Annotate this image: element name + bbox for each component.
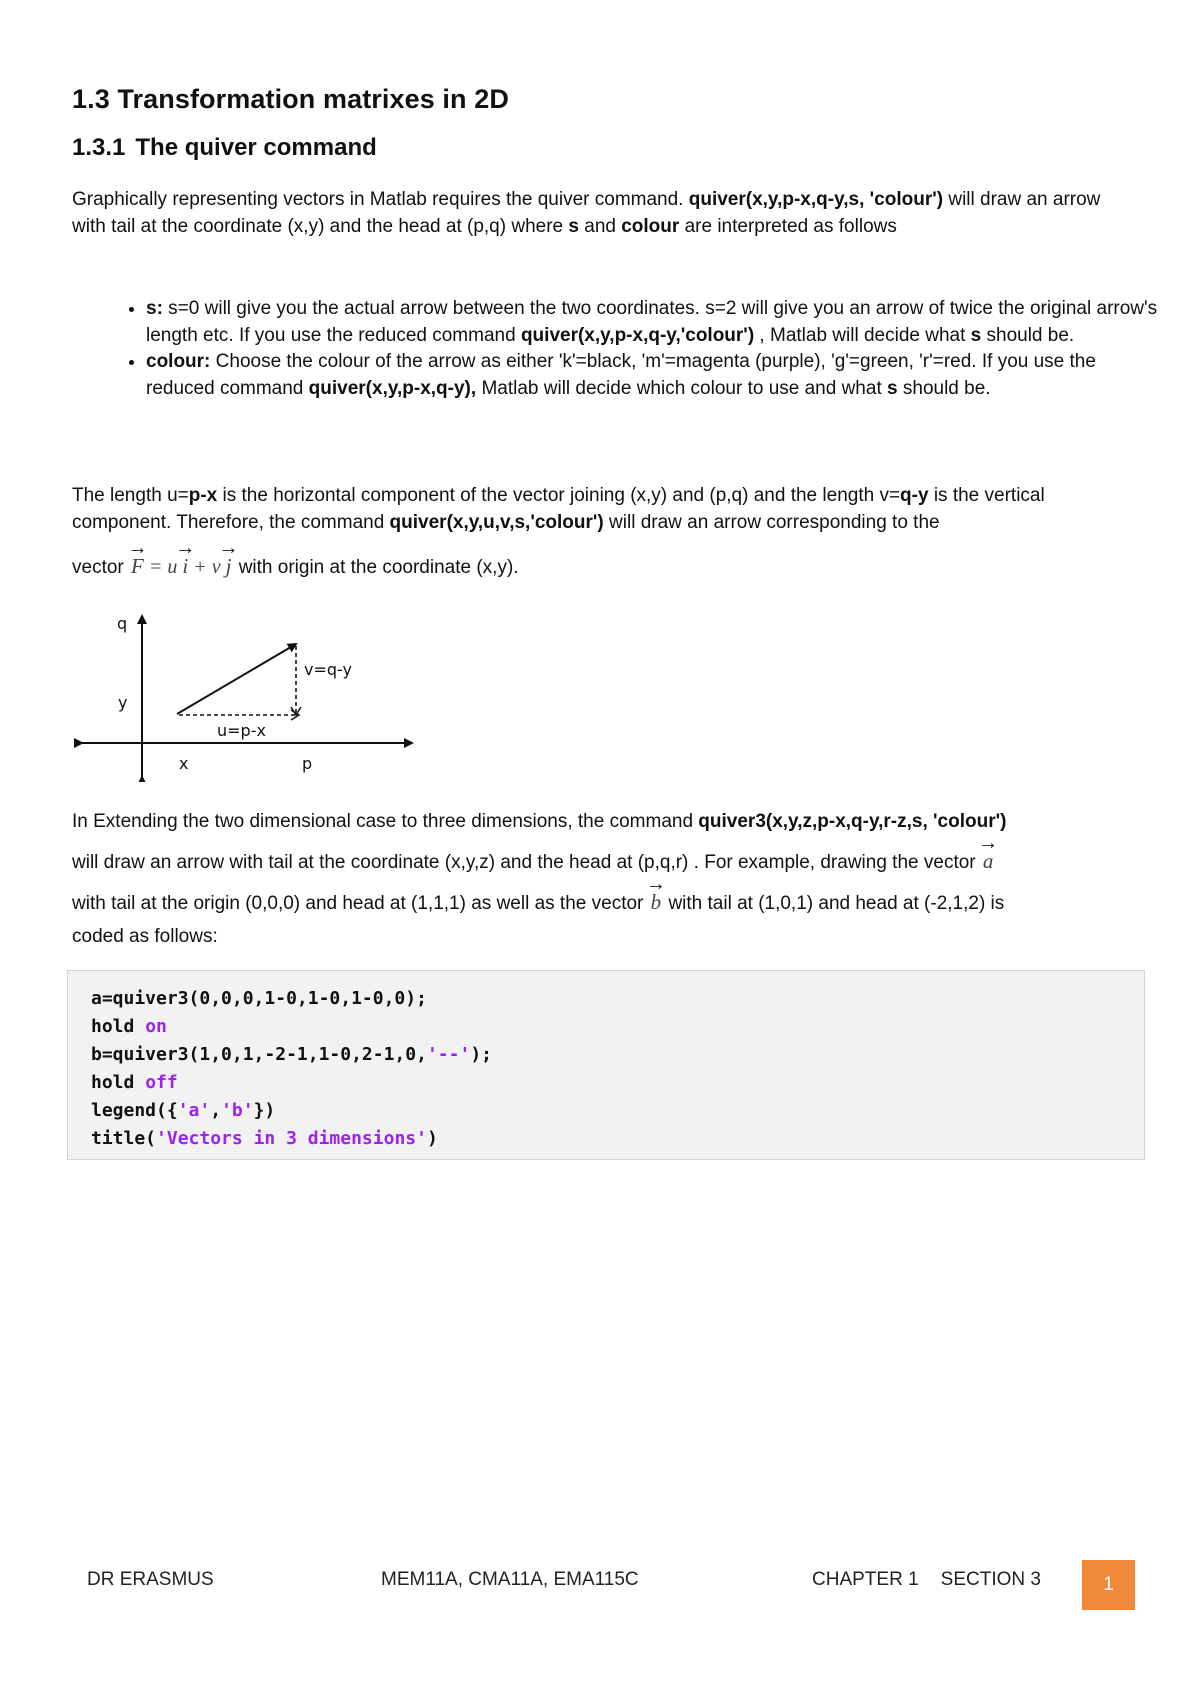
- code-text: }): [253, 1100, 276, 1121]
- parameter-list: [110, 296, 1166, 402]
- intro-paragraph: [72, 186, 1132, 240]
- bullet-label: s:: [146, 298, 163, 319]
- components-paragraph: [72, 482, 1132, 585]
- reduced-command: quiver(x,y,p-x,q-y),: [308, 377, 477, 399]
- qy-term: q-y: [900, 485, 929, 506]
- subsection-name: The quiver command: [135, 134, 377, 161]
- page-number: 1: [1103, 1574, 1114, 1595]
- para-text: with origin at the coordinate (x,y).: [233, 557, 519, 578]
- u-component-label: u=p-x: [217, 721, 266, 740]
- quiver3-command: quiver3(x,y,z,p-x,q-y,r-z,s, 'colour'): [698, 811, 1007, 832]
- s-term: s: [970, 324, 982, 346]
- code-keyword: off: [145, 1072, 178, 1093]
- intro-text: will draw an arrow with tail at the coordinate (x,y) and the head at (p,q) where: [72, 189, 1101, 237]
- para-text: vector: [72, 557, 124, 578]
- code-block: [67, 970, 1145, 1160]
- reduced-command: quiver(x,y,p-x,q-y,'colour'): [520, 324, 755, 346]
- para-text: will draw an arrow corresponding to the: [603, 512, 940, 533]
- footer-courses: MEM11A, CMA11A, EMA115C: [381, 1569, 639, 1590]
- bullet-label: colour:: [146, 351, 211, 372]
- math-eq: = u: [148, 556, 178, 578]
- para-text: is the vertical component. Therefore, the command: [72, 485, 1045, 533]
- vector-i: → i: [182, 546, 188, 576]
- code-string: 'a': [177, 1100, 211, 1121]
- page-number-badge: [1082, 1560, 1135, 1610]
- para-text: will draw an arrow with tail at the coordinate (x,y,z) and the head at (p,q,r) . For example, drawing the vector: [72, 852, 976, 873]
- colour-term: colour: [621, 216, 680, 237]
- footer-chapter: CHAPTER 1: [812, 1569, 919, 1590]
- code-text: a=quiver3(0,0,0,1-0,1-0,1-0,0);: [91, 988, 427, 1009]
- x-label: x: [179, 754, 189, 773]
- code-text: b=quiver3(1,0,1,-2-1,1-0,2-1,0,: [91, 1044, 427, 1065]
- q-label: q: [117, 614, 128, 633]
- code-lines: [91, 985, 492, 1153]
- footer-section: SECTION 3: [940, 1569, 1041, 1590]
- bullet-text: , Matlab will decide what: [754, 324, 971, 346]
- footer-author: DR ERASMUS: [87, 1569, 214, 1590]
- vector-F: → F: [131, 546, 144, 576]
- bullet-text: should be.: [897, 377, 991, 399]
- code-text: legend({: [91, 1100, 178, 1121]
- bullet-text: Matlab will decide which colour to use and what: [476, 377, 888, 399]
- v-component-label: v=q-y: [304, 660, 352, 679]
- math-plus: + v: [193, 556, 221, 578]
- code-line: [91, 1069, 492, 1097]
- subsection-title: [72, 134, 377, 162]
- bullet-text: Choose the colour of the arrow as either 'k'=black, 'm'=magenta (purple), 'g'=green, 'r'=red. If you use the reduced command: [146, 351, 1096, 399]
- list-item: [146, 296, 1166, 349]
- intro-text: Graphically representing vectors in Matlab requires the quiver command.: [72, 189, 689, 210]
- section-title: 1.3 Transformation matrixes in 2D: [72, 84, 509, 114]
- three-d-paragraph: [72, 802, 1132, 950]
- intro-text: are interpreted as follows: [679, 216, 897, 237]
- s-term: s: [887, 377, 898, 399]
- p-label: p: [302, 754, 313, 773]
- code-text: hold: [91, 1016, 146, 1037]
- footer-chapter-section: [812, 1569, 1041, 1591]
- quiver-uv-command: quiver(x,y,u,v,s,'colour'): [389, 512, 604, 533]
- para-text: The length u=: [72, 485, 189, 506]
- code-line: [91, 1097, 492, 1125]
- code-text: title(: [91, 1128, 157, 1149]
- intro-text: and: [578, 216, 622, 237]
- vector-a: → a: [983, 841, 994, 871]
- para-text: with tail at the origin (0,0,0) and head at (1,1,1) as well as the vector: [72, 893, 644, 914]
- para-text: is the horizontal component of the vector joining (x,y) and (p,q) and the length v=: [217, 485, 901, 506]
- bullet-text: should be.: [981, 324, 1075, 346]
- code-string: 'Vectors in 3 dimensions': [156, 1128, 427, 1149]
- code-string: 'b': [221, 1100, 254, 1121]
- code-line: [91, 1041, 492, 1069]
- px-term: p-x: [188, 485, 218, 506]
- code-text: ): [426, 1128, 438, 1149]
- subsection-number: 1.3.1: [72, 134, 126, 161]
- vector-j: → j: [226, 546, 232, 576]
- para-text: In Extending the two dimensional case to three dimensions, the command: [72, 811, 699, 832]
- vector-b: → b: [651, 882, 662, 912]
- code-line: [91, 1125, 492, 1153]
- vector-diagram: [72, 612, 422, 782]
- vector-arrow: [177, 644, 296, 714]
- quiver-command: quiver(x,y,p-x,q-y,s, 'colour'): [688, 189, 944, 210]
- vector-equation-line: [72, 546, 1132, 585]
- code-line: [91, 1013, 492, 1041]
- para-text: with tail at (1,0,1) and head at (-2,1,2) is: [668, 893, 1005, 914]
- code-text: hold: [91, 1072, 146, 1093]
- code-keyword: on: [145, 1016, 167, 1037]
- s-term: s: [568, 216, 579, 237]
- code-text: );: [470, 1044, 492, 1065]
- bullet-text: s=0 will give you the actual arrow between the two coordinates. s=2 will give you an arrow of twice the original arrow's length etc. If you use the reduced command: [146, 298, 1158, 346]
- code-string: '--': [426, 1044, 471, 1065]
- y-label: y: [118, 693, 128, 712]
- list-item: [146, 349, 1166, 402]
- para-text: coded as follows:: [72, 926, 218, 947]
- code-line: [91, 985, 492, 1013]
- code-text: ,: [210, 1100, 222, 1121]
